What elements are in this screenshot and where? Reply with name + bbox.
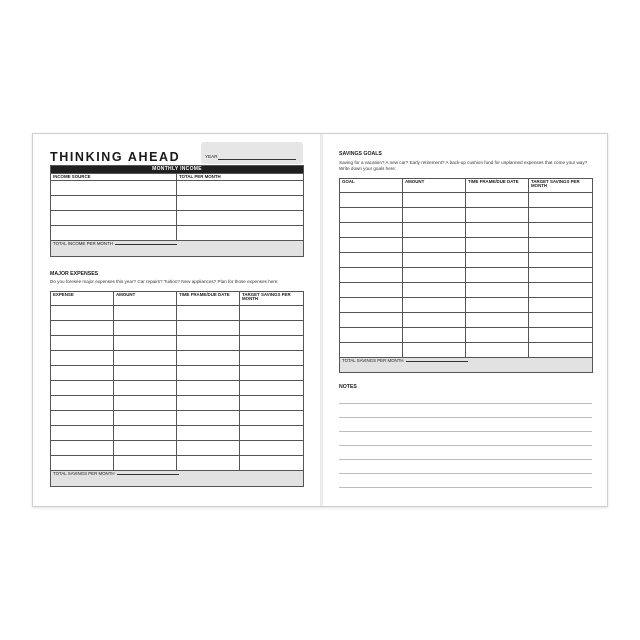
expense-cell[interactable] xyxy=(114,456,177,471)
goal-cell[interactable] xyxy=(466,208,529,223)
column-header-amount: AMOUNT xyxy=(114,292,177,306)
column-header-amount: AMOUNT xyxy=(403,179,466,193)
income-cell[interactable] xyxy=(177,226,304,241)
total-expenses-savings-field[interactable] xyxy=(117,474,179,475)
savings-goals-description: Saving for a vacation? A new car? Early retirement? A back-up cushion fund for unplanned expenses that come your way? Write down your goals here: xyxy=(339,160,588,171)
expense-cell[interactable] xyxy=(51,396,114,411)
income-cell[interactable] xyxy=(51,181,177,196)
goal-cell[interactable] xyxy=(466,268,529,283)
planner-spread xyxy=(32,133,608,507)
expense-cell[interactable] xyxy=(240,351,304,366)
expense-cell[interactable] xyxy=(51,456,114,471)
goal-cell[interactable] xyxy=(340,223,403,238)
goal-cell[interactable] xyxy=(529,268,593,283)
expense-cell[interactable] xyxy=(240,426,304,441)
column-header-target-savings: TARGET SAVINGS PER MONTH xyxy=(240,292,304,306)
expense-cell[interactable] xyxy=(51,366,114,381)
goal-cell[interactable] xyxy=(403,298,466,313)
year-field[interactable] xyxy=(218,159,296,160)
goal-cell[interactable] xyxy=(340,253,403,268)
expense-cell[interactable] xyxy=(177,381,240,396)
expense-cell[interactable] xyxy=(177,321,240,336)
major-expenses-description: Do you foresee major expenses this year? Car repairs? Tuition? New appliances? Plan for those expenses here: xyxy=(50,279,279,284)
monthly-income-banner: MONTHLY INCOME xyxy=(51,166,304,174)
expense-cell[interactable] xyxy=(240,306,304,321)
expense-cell[interactable] xyxy=(177,351,240,366)
goal-cell[interactable] xyxy=(529,223,593,238)
income-cell[interactable] xyxy=(51,226,177,241)
expense-cell[interactable] xyxy=(114,426,177,441)
expense-cell[interactable] xyxy=(177,411,240,426)
goal-cell[interactable] xyxy=(466,193,529,208)
right-page xyxy=(323,134,609,506)
expense-cell[interactable] xyxy=(177,306,240,321)
expense-cell[interactable] xyxy=(51,321,114,336)
expense-cell[interactable] xyxy=(240,321,304,336)
column-header-time-frame: TIME FRAME/DUE DATE xyxy=(466,179,529,193)
expense-cell[interactable] xyxy=(240,456,304,471)
notes-line[interactable] xyxy=(339,431,592,432)
expense-cell[interactable] xyxy=(240,441,304,456)
total-income-field[interactable] xyxy=(115,244,177,245)
major-expenses-table xyxy=(50,291,304,487)
expense-cell[interactable] xyxy=(114,321,177,336)
expense-cell[interactable] xyxy=(240,381,304,396)
notes-line[interactable] xyxy=(339,473,592,474)
expense-cell[interactable] xyxy=(240,411,304,426)
goal-cell[interactable] xyxy=(340,193,403,208)
column-header-target-savings: TARGET SAVINGS PER MONTH xyxy=(529,179,593,193)
page-title: THINKING AHEAD xyxy=(50,150,181,164)
expense-cell[interactable] xyxy=(177,396,240,411)
savings-goals-heading: SAVINGS GOALS xyxy=(339,151,382,157)
expense-cell[interactable] xyxy=(177,441,240,456)
goal-cell[interactable] xyxy=(403,223,466,238)
goal-cell[interactable] xyxy=(403,283,466,298)
total-goals-savings-row xyxy=(340,358,593,373)
goal-cell[interactable] xyxy=(529,343,593,358)
goal-cell[interactable] xyxy=(466,343,529,358)
total-expenses-savings-row xyxy=(51,471,304,487)
income-cell[interactable] xyxy=(51,196,177,211)
expense-cell[interactable] xyxy=(114,441,177,456)
goal-cell[interactable] xyxy=(403,193,466,208)
goal-cell[interactable] xyxy=(466,313,529,328)
total-income-label: TOTAL INCOME PER MONTH xyxy=(53,240,113,246)
goal-cell[interactable] xyxy=(529,208,593,223)
column-header-expense: EXPENSE xyxy=(51,292,114,306)
income-cell[interactable] xyxy=(177,181,304,196)
goal-cell[interactable] xyxy=(466,298,529,313)
expense-cell[interactable] xyxy=(51,441,114,456)
notes-line[interactable] xyxy=(339,417,592,418)
total-goals-savings-field[interactable] xyxy=(406,361,468,362)
goal-cell[interactable] xyxy=(340,313,403,328)
goal-cell[interactable] xyxy=(403,238,466,253)
goal-cell[interactable] xyxy=(403,343,466,358)
expense-cell[interactable] xyxy=(114,306,177,321)
goal-cell[interactable] xyxy=(466,253,529,268)
income-cell[interactable] xyxy=(177,211,304,226)
notes-line[interactable] xyxy=(339,487,592,488)
goal-cell[interactable] xyxy=(403,328,466,343)
total-goals-savings-label: TOTAL SAVINGS PER MONTH xyxy=(342,357,404,363)
notes-heading: NOTES xyxy=(339,384,357,390)
goal-cell[interactable] xyxy=(529,313,593,328)
goal-cell[interactable] xyxy=(529,298,593,313)
expense-cell[interactable] xyxy=(114,411,177,426)
goal-cell[interactable] xyxy=(466,283,529,298)
expense-cell[interactable] xyxy=(51,351,114,366)
column-header-goal: GOAL xyxy=(340,179,403,193)
notes-line[interactable] xyxy=(339,459,592,460)
year-box xyxy=(201,142,303,164)
goal-cell[interactable] xyxy=(340,328,403,343)
goal-cell[interactable] xyxy=(340,238,403,253)
notes-line[interactable] xyxy=(339,445,592,446)
expense-cell[interactable] xyxy=(114,381,177,396)
expense-cell[interactable] xyxy=(177,336,240,351)
expense-cell[interactable] xyxy=(114,366,177,381)
goal-cell[interactable] xyxy=(403,268,466,283)
goal-cell[interactable] xyxy=(529,328,593,343)
expense-cell[interactable] xyxy=(177,456,240,471)
goal-cell[interactable] xyxy=(466,328,529,343)
expense-cell[interactable] xyxy=(51,306,114,321)
expense-cell[interactable] xyxy=(114,336,177,351)
income-cell[interactable] xyxy=(177,196,304,211)
column-header-income-source: INCOME SOURCE xyxy=(51,174,177,181)
savings-goals-table xyxy=(339,178,593,373)
total-income-row xyxy=(51,241,304,257)
goal-cell[interactable] xyxy=(529,238,593,253)
expense-cell[interactable] xyxy=(177,366,240,381)
goal-cell[interactable] xyxy=(340,268,403,283)
goal-cell[interactable] xyxy=(340,283,403,298)
column-header-total-per-month: TOTAL PER MONTH xyxy=(177,174,304,181)
expense-cell[interactable] xyxy=(114,396,177,411)
expense-cell[interactable] xyxy=(177,426,240,441)
goal-cell[interactable] xyxy=(466,238,529,253)
expense-cell[interactable] xyxy=(51,336,114,351)
column-header-time-frame: TIME FRAME/DUE DATE xyxy=(177,292,240,306)
notes-line[interactable] xyxy=(339,403,592,404)
major-expenses-heading: MAJOR EXPENSES xyxy=(50,271,99,277)
total-expenses-savings-label: TOTAL SAVINGS PER MONTH xyxy=(53,470,115,476)
expense-cell[interactable] xyxy=(51,426,114,441)
monthly-income-table xyxy=(50,165,304,257)
year-label: YEAR xyxy=(205,154,218,159)
goal-cell[interactable] xyxy=(403,208,466,223)
expense-cell[interactable] xyxy=(240,396,304,411)
left-page xyxy=(33,134,320,506)
goal-cell[interactable] xyxy=(529,253,593,268)
goal-cell[interactable] xyxy=(403,253,466,268)
expense-cell[interactable] xyxy=(240,336,304,351)
goal-cell[interactable] xyxy=(340,208,403,223)
goal-cell[interactable] xyxy=(340,343,403,358)
goal-cell[interactable] xyxy=(340,298,403,313)
expense-cell[interactable] xyxy=(240,366,304,381)
goal-cell[interactable] xyxy=(529,193,593,208)
expense-cell[interactable] xyxy=(114,351,177,366)
income-cell[interactable] xyxy=(51,211,177,226)
goal-cell[interactable] xyxy=(403,313,466,328)
expense-cell[interactable] xyxy=(51,411,114,426)
goal-cell[interactable] xyxy=(529,283,593,298)
goal-cell[interactable] xyxy=(466,223,529,238)
expense-cell[interactable] xyxy=(51,381,114,396)
